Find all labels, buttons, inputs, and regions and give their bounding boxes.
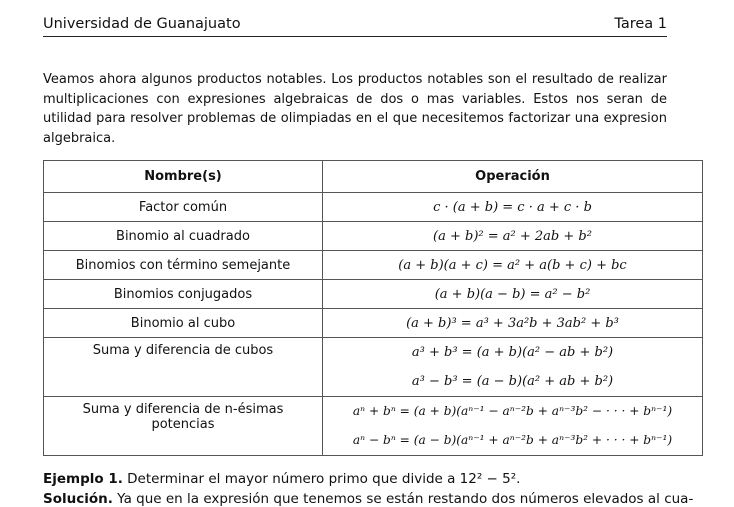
table-header-row: [44, 161, 703, 193]
row-operation: [323, 280, 703, 309]
formula: aⁿ + bⁿ = (a + b)(aⁿ⁻¹ − aⁿ⁻²b + aⁿ⁻³b² − · · · + bⁿ⁻¹): [352, 404, 673, 418]
formula: (a + b)(a + c) = a² + a(b + c) + bc: [398, 257, 627, 273]
table-row: [44, 338, 703, 397]
example-paragraph: [43, 471, 667, 487]
row-name: Suma y diferencia de n-ésimas potencias: [44, 397, 323, 456]
solution-paragraph: [43, 491, 694, 507]
solution-label: Solución.: [43, 491, 113, 507]
row-operation: [323, 222, 703, 251]
formula: aⁿ − bⁿ = (a − b)(aⁿ⁻¹ + aⁿ⁻²b + aⁿ⁻³b² + · · · + bⁿ⁻¹): [352, 433, 673, 447]
formula: (a + b)² = a² + 2ab + b²: [433, 228, 592, 244]
column-header-name: Nombre(s): [44, 161, 323, 193]
row-name: Factor común: [44, 193, 323, 222]
row-operation: [323, 397, 703, 456]
table-row: [44, 251, 703, 280]
row-name: Binomio al cubo: [44, 309, 323, 338]
row-operation: [323, 338, 703, 397]
row-operation: [323, 251, 703, 280]
row-name: Binomios conjugados: [44, 280, 323, 309]
formula-line: [323, 397, 702, 426]
table-row: [44, 280, 703, 309]
row-name: Binomio al cuadrado: [44, 222, 323, 251]
formula: c · (a + b) = c · a + c · b: [433, 199, 592, 215]
formula-line: [323, 367, 702, 396]
table-row: [44, 397, 703, 456]
example-label: Ejemplo 1.: [43, 471, 123, 487]
row-name: Suma y diferencia de cubos: [44, 338, 323, 397]
page-header: [43, 14, 667, 37]
formula: a³ − b³ = (a − b)(a² + ab + b²): [411, 374, 614, 389]
formula: (a + b)(a − b) = a² − b²: [434, 286, 591, 302]
formula-line: [323, 426, 702, 455]
row-operation: [323, 193, 703, 222]
solution-text: Ya que en la expresión que tenemos se están restando dos números elevados al cua-: [112, 491, 694, 507]
formula: (a + b)³ = a³ + 3a²b + 3ab² + b³: [406, 315, 619, 331]
table-row: [44, 309, 703, 338]
table-row: [44, 193, 703, 222]
intro-paragraph: Veamos ahora algunos productos notables. Los productos notables son el resultado de realizar multiplicaciones con expresiones algebraicas de dos o mas variables. Estos nos seran de utilidad para resolver problemas de olimpiadas en el que necesitemos factorizar una expresion algebraica.: [43, 72, 667, 146]
formula-line: [323, 338, 702, 367]
table-row: [44, 222, 703, 251]
row-operation: [323, 309, 703, 338]
column-header-operation: Operación: [323, 161, 703, 193]
row-name: Binomios con término semejante: [44, 251, 323, 280]
header-institution: Universidad de Guanajuato: [43, 16, 241, 32]
example-text: Determinar el mayor número primo que divide a 12² − 5².: [122, 471, 521, 487]
header-assignment: Tarea 1: [614, 16, 667, 32]
formula: a³ + b³ = (a + b)(a² − ab + b²): [411, 345, 614, 360]
notable-products-table: [43, 160, 703, 456]
